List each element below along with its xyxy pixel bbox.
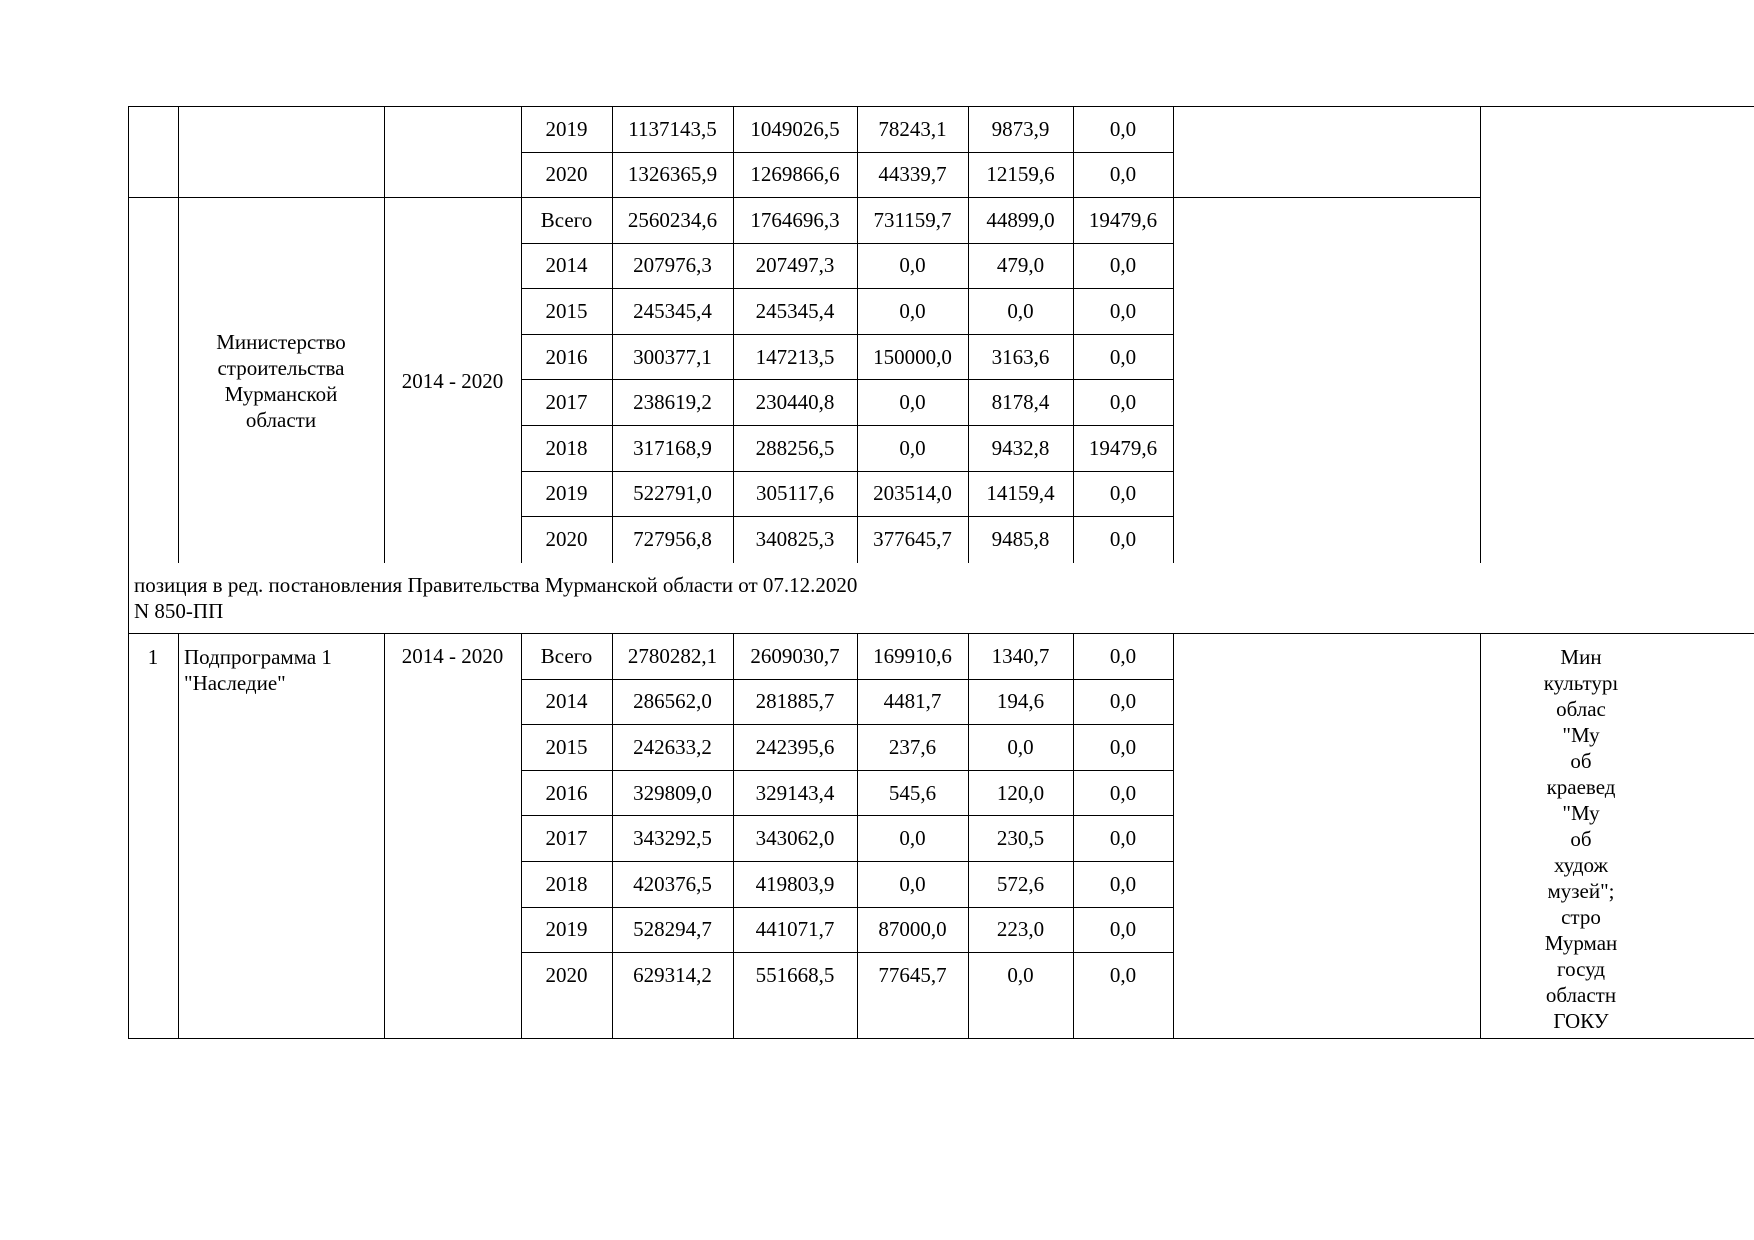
executor-line: культурı [1543, 671, 1619, 695]
amount-cell: 1269866,6 [750, 162, 840, 187]
table-rule [521, 197, 522, 563]
table-rule [1073, 106, 1074, 197]
subprogram-name [184, 644, 332, 696]
year-cell: 2018 [545, 871, 588, 896]
amount-cell: 12159,6 [986, 162, 1055, 187]
table-rule [1173, 633, 1174, 1038]
amount-cell: 1326365,9 [627, 162, 718, 187]
table-rule [521, 379, 1173, 380]
year-cell: 2020 [545, 527, 588, 551]
amount-cell: 44899,0 [986, 207, 1055, 232]
amount-cell: 223,0 [996, 917, 1045, 942]
amount-cell: 0,0 [1109, 643, 1137, 668]
amount-cell: 169910,6 [873, 643, 952, 668]
executor-line: "Му [1562, 723, 1600, 747]
amount-cell: 0,0 [899, 871, 926, 896]
table-rule [521, 633, 522, 1038]
table-rule [1480, 633, 1481, 1038]
responsible-name [178, 329, 384, 433]
table-rule [521, 243, 1173, 244]
amount-cell: 4481,7 [883, 689, 942, 714]
table-rule [1173, 197, 1174, 563]
amount-cell: 340825,3 [755, 527, 835, 551]
executor-line: госуд [1556, 957, 1606, 981]
amount-cell: 150000,0 [873, 344, 952, 369]
amount-cell: 0,0 [1109, 116, 1137, 141]
table-rule [521, 952, 1173, 953]
executor-list [1486, 644, 1676, 1034]
amount-cell: 120,0 [996, 780, 1045, 805]
responsible-name-line: строительства [217, 356, 345, 380]
executor-line: худож [1553, 853, 1609, 877]
table-rule [1173, 106, 1174, 197]
amount-cell: 420376,5 [633, 871, 712, 896]
amount-cell: 203514,0 [873, 481, 952, 506]
subprogram-name-line: Подпрограмма 1 [184, 645, 332, 669]
executor-line: облас [1556, 697, 1606, 721]
amount-cell: 3163,6 [991, 344, 1050, 369]
table-rule [521, 471, 1173, 472]
amount-cell: 9873,9 [991, 116, 1050, 141]
executor-line: областн [1545, 983, 1617, 1007]
amount-cell: 0,0 [1007, 963, 1034, 987]
year-cell: 2015 [545, 735, 588, 759]
amount-cell: 1137143,5 [628, 116, 717, 141]
amount-cell: 0,0 [899, 435, 926, 460]
amount-cell: 77645,7 [878, 963, 947, 987]
table-rule [521, 861, 1173, 862]
amount-cell: 0,0 [1007, 735, 1034, 759]
amount-cell: 522791,0 [633, 481, 712, 506]
amount-cell: 237,6 [888, 735, 937, 759]
table-rule [968, 197, 969, 563]
table-rule [733, 197, 734, 563]
amount-cell: 0,0 [1109, 344, 1137, 369]
table-rule [1480, 106, 1481, 197]
amount-cell: 317168,9 [633, 435, 712, 460]
amount-cell: 0,0 [1109, 253, 1137, 278]
year-cell: 2016 [545, 780, 588, 805]
amount-cell: 727956,8 [633, 527, 712, 551]
year-cell: 2014 [545, 253, 588, 278]
table-rule [521, 334, 1173, 335]
amount-cell: 528294,7 [633, 917, 712, 942]
table-rule [1073, 633, 1074, 1038]
year-cell: 2020 [545, 162, 588, 187]
amount-cell: 2609030,7 [750, 643, 840, 668]
table-rule [521, 152, 1173, 153]
table-rule [521, 106, 522, 197]
amount-cell: 343062,0 [755, 826, 835, 851]
table-rule [521, 425, 1173, 426]
executor-line: об [1570, 749, 1592, 773]
executor-line: ГОКУ [1553, 1009, 1609, 1033]
table-rule [128, 197, 1480, 198]
table-rule [1480, 197, 1481, 563]
amount-cell: 194,6 [996, 689, 1045, 714]
table-rule [968, 633, 969, 1038]
amount-cell: 281885,7 [755, 689, 835, 714]
amount-cell: 2560234,6 [627, 207, 718, 232]
amount-cell: 731159,7 [873, 207, 952, 232]
table-rule [733, 633, 734, 1038]
year-cell: 2019 [545, 481, 588, 506]
amount-cell: 9485,8 [991, 527, 1050, 551]
table-rule [612, 197, 613, 563]
year-cell: 2019 [545, 116, 588, 141]
period-cell: 2014 - 2020 [401, 644, 504, 668]
amount-cell: 343292,5 [633, 826, 712, 851]
table-rule [178, 106, 179, 197]
table-rule [521, 907, 1173, 908]
year-cell: 2015 [545, 299, 588, 323]
amount-cell: 44339,7 [878, 162, 947, 187]
table-rule [521, 724, 1173, 725]
amount-cell: 286562,0 [633, 689, 712, 714]
amount-cell: 1764696,3 [750, 207, 840, 232]
amount-cell: 441071,7 [755, 917, 835, 942]
amount-cell: 230,5 [996, 826, 1045, 851]
amount-cell: 0,0 [1109, 689, 1137, 714]
amount-cell: 0,0 [899, 253, 926, 278]
year-cell: 2014 [545, 689, 588, 714]
year-cell: Всего [540, 643, 593, 668]
amount-cell: 245345,4 [633, 299, 712, 323]
executor-line: краевед [1546, 775, 1616, 799]
amount-cell: 0,0 [899, 390, 926, 415]
amount-cell: 572,6 [996, 871, 1045, 896]
amount-cell: 0,0 [1109, 390, 1137, 415]
year-cell: 2017 [545, 390, 588, 415]
table-rule [733, 106, 734, 197]
amount-cell: 242633,2 [633, 735, 712, 759]
executor-line: об [1570, 827, 1592, 851]
amount-cell: 288256,5 [755, 435, 835, 460]
amount-cell: 238619,2 [633, 390, 712, 415]
amount-cell: 230440,8 [755, 390, 835, 415]
amount-cell: 300377,1 [633, 344, 712, 369]
amount-cell: 0,0 [1109, 780, 1137, 805]
table-rule [384, 633, 385, 1038]
amount-cell: 0,0 [1109, 826, 1137, 851]
executor-line: Мин [1560, 645, 1602, 669]
table-rule [128, 633, 129, 1038]
row-number: 1 [147, 645, 159, 669]
table-rule [521, 770, 1173, 771]
amount-cell: 8178,4 [991, 390, 1050, 415]
subprogram-name-line: "Наследие" [184, 671, 286, 695]
year-cell: 2016 [545, 344, 588, 369]
table-rule [521, 815, 1173, 816]
year-cell: Всего [540, 207, 593, 232]
amount-cell: 207976,3 [633, 253, 712, 278]
amount-cell: 207497,3 [755, 253, 835, 278]
table-rule [128, 106, 129, 197]
table-rule [521, 679, 1173, 680]
amount-cell: 242395,6 [755, 735, 835, 759]
amount-cell: 1049026,5 [750, 116, 840, 141]
table-rule [178, 633, 179, 1038]
amount-cell: 419803,9 [755, 871, 835, 896]
amendment-note-number: N 850-ПП [134, 599, 224, 623]
executor-line: Мурман [1544, 931, 1618, 955]
amount-cell: 14159,4 [986, 481, 1055, 506]
amount-cell: 0,0 [1109, 299, 1137, 323]
amount-cell: 0,0 [1109, 871, 1137, 896]
amount-cell: 0,0 [1109, 162, 1137, 187]
table-rule [857, 197, 858, 563]
table-rule [857, 633, 858, 1038]
amount-cell: 19479,6 [1088, 435, 1158, 460]
amount-cell: 1340,7 [991, 643, 1050, 668]
table-rule [612, 633, 613, 1038]
executor-line: "Му [1562, 801, 1600, 825]
year-cell: 2018 [545, 435, 588, 460]
amount-cell: 147213,5 [755, 344, 835, 369]
table-rule [612, 106, 613, 197]
amount-cell: 0,0 [1109, 735, 1137, 759]
table-rule [128, 106, 1754, 107]
amount-cell: 245345,4 [755, 299, 835, 323]
period-cell: 2014 - 2020 [401, 369, 504, 393]
table-rule [521, 288, 1173, 289]
table-rule [384, 106, 385, 197]
amount-cell: 329809,0 [633, 780, 712, 805]
amount-cell: 0,0 [1109, 527, 1137, 551]
amount-cell: 0,0 [1109, 481, 1137, 506]
table-rule [128, 1038, 1754, 1039]
table-rule [857, 106, 858, 197]
table-rule [968, 106, 969, 197]
amount-cell: 545,6 [888, 780, 937, 805]
amount-cell: 87000,0 [878, 917, 947, 942]
responsible-name-line: Мурманской [224, 382, 338, 406]
amount-cell: 551668,5 [755, 963, 835, 987]
amount-cell: 629314,2 [633, 963, 712, 987]
responsible-name-line: области [245, 408, 317, 432]
amount-cell: 78243,1 [878, 116, 947, 141]
amount-cell: 0,0 [1109, 963, 1137, 987]
amount-cell: 479,0 [996, 253, 1045, 278]
executor-line: стро [1561, 905, 1601, 929]
amount-cell: 0,0 [899, 826, 926, 851]
amount-cell: 9432,8 [991, 435, 1050, 460]
table-rule [128, 633, 1754, 634]
table-rule [1073, 197, 1074, 563]
table-rule [521, 516, 1173, 517]
amount-cell: 377645,7 [873, 527, 952, 551]
amount-cell: 305117,6 [756, 481, 834, 506]
amendment-note: позиция в ред. постановления Правительства Мурманской области от 07.12.2020 [134, 573, 858, 597]
year-cell: 2019 [545, 917, 588, 942]
amount-cell: 0,0 [1109, 917, 1137, 942]
amount-cell: 0,0 [899, 299, 926, 323]
year-cell: 2020 [545, 963, 588, 987]
table-rule [128, 197, 129, 563]
amount-cell: 19479,6 [1088, 207, 1158, 232]
amount-cell: 329143,4 [755, 780, 835, 805]
responsible-name-line: Министерство [216, 330, 346, 354]
amount-cell: 2780282,1 [627, 643, 718, 668]
executor-line: музей"; [1547, 879, 1615, 903]
amount-cell: 0,0 [1007, 299, 1034, 323]
year-cell: 2017 [545, 826, 588, 851]
table-rule [128, 563, 129, 633]
